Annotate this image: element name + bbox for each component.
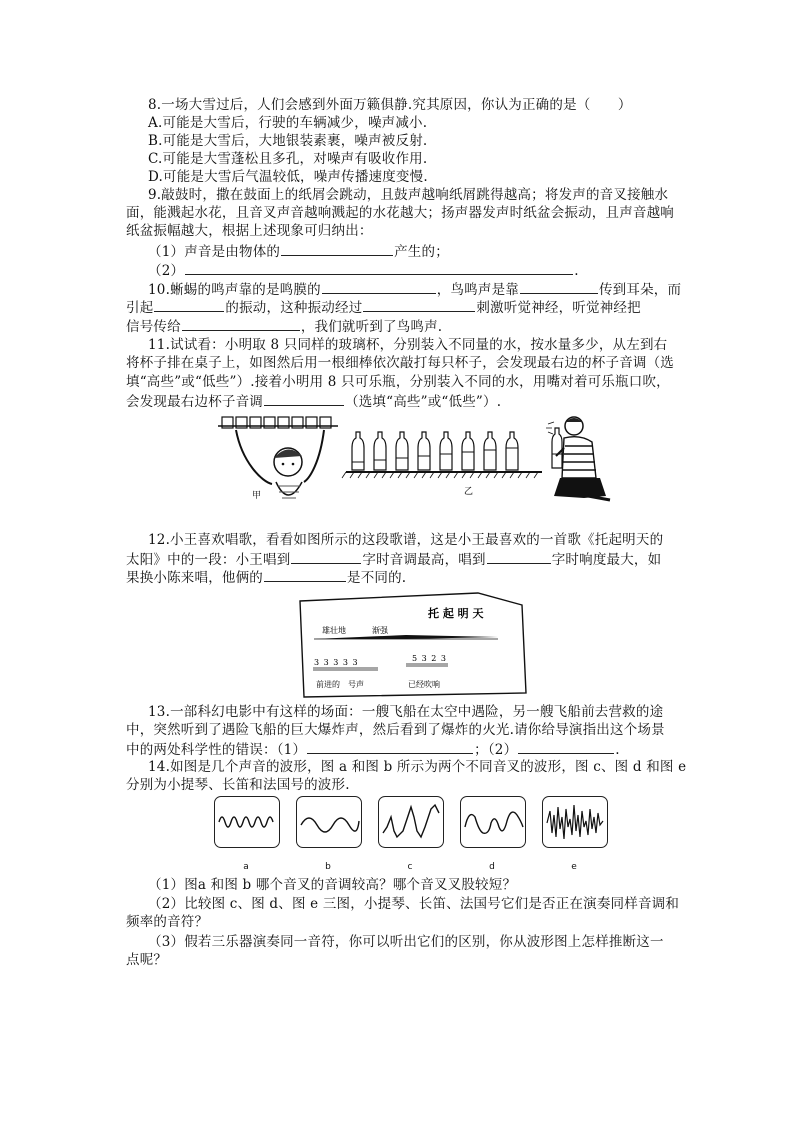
waveform-d [460,796,526,848]
q12-line-1: 12.小王喜欢唱歌，看看如图所示的这段歌谱，这是小王最喜欢的一首歌《托起明天的 [148,532,664,548]
q12-line-2 [126,550,666,569]
q12-text-d: 果换小陈来唱，他俩的 [126,570,263,586]
score-dynamic-left: 雄壮地 [322,626,346,635]
q10-blank-2[interactable] [520,280,598,294]
q12-blank-2[interactable] [487,550,551,564]
waveform-b [296,796,362,848]
waveform-label-e: e [571,862,577,872]
q10-text-a: 10.蜥蜴的鸣声靠的是鸣膜的 [148,282,321,298]
q11-line-1: 11.试试看：小明取 8 只同样的玻璃杯，分别装入不同量的水，按水量多少，从左到右 [148,337,668,353]
waveform-label-c: c [407,862,413,872]
q10-blank-4[interactable] [363,298,475,312]
q13-text-b: ；（2） [474,742,518,758]
q12-text-a: 太阳》中的一段：小王唱到 [126,552,291,568]
q11-text-a: 会发现最右边杯子音调 [126,394,263,410]
q14-line-1: 14.如图是几个声音的波形，图 a 和图 b 所示为两个不同音叉的波形，图 c、图 d 和图 e [148,759,687,775]
q9-part-2-tail: . [574,263,579,279]
q12-blank-1[interactable] [291,550,361,564]
q13-line-3 [126,740,666,759]
fig-label-left: 甲 [252,491,262,501]
score-lyrics-left: 前进的 号声 [316,680,364,689]
q9-part-1-tail: 产生的； [394,244,449,260]
waveform-c [378,796,444,848]
q14-sub-2-line-1: （2）比较图 c、图 d、图 e 三图，小提琴、长笛、法国号它们是否正在演奏同样音调和 [148,896,680,912]
q10-text-g: 信号传给 [126,319,181,335]
q10-line-3 [126,317,666,336]
q10-text-f: 刺激听觉神经，听觉神经把 [476,300,641,316]
q9-part-1-text: （1）声音是由物体的 [148,244,281,260]
q9-line-1: 9.敲鼓时，撒在鼓面上的纸屑会跳动，且鼓声越响纸屑跳得越高；将发声的音叉接触水 [148,187,669,203]
q14-sub-3-line-2: 点呢？ [126,952,168,968]
q13-line-2: 中，突然听到了遇险飞船的巨大爆炸声，然后看到了爆炸的火光.请你给导演指出这个场景 [126,722,665,738]
q9-blank-2[interactable] [185,261,573,275]
q9-blank-1[interactable] [281,242,393,256]
q11-text-b: （选填“高些”或“低些”）. [345,394,502,410]
waveform-e [542,796,608,848]
q10-text-c: 传到耳朵，而 [598,282,682,298]
q12-text-c: 字时响度最大，如 [551,552,662,568]
q14-sub-3-line-1: （3）假若三乐器演奏同一音符，你可以听出它们的区别，你从波形图上怎样推断这一 [148,934,664,950]
q10-blank-1[interactable] [322,280,436,294]
q10-text-b: ，鸟鸣声是靠 [436,282,519,298]
q10-text-d: 引起 [126,300,154,316]
q9-line-2: 面，能溅起水花，且音叉声音越响溅起的水花越大；扬声器发声时纸盆会振动，且声音越响 [126,205,674,221]
q8-option-b: B.可能是大雪后，大地银装素裹，噪声被反射. [148,133,428,149]
q8-option-c: C.可能是大雪蓬松且多孔，对噪声有吸收作用. [148,151,428,167]
q13-text-a: 中的两处科学性的错误：（1） [126,742,307,758]
waveform-label-d: d [489,862,495,872]
q13-text-c: . [615,742,620,758]
q10-line-1 [148,280,688,299]
q13-blank-2[interactable] [518,740,614,754]
q11-line-4 [126,392,666,411]
score-dynamic-right: 渐强 [372,626,388,635]
q12-text-e: 是不同的. [347,570,407,586]
q13-blank-1[interactable] [307,740,473,754]
q9-part-2 [148,261,688,280]
q10-blank-5[interactable] [182,317,300,331]
q11-blank-1[interactable] [264,392,344,406]
score-notes-right: 5 3 2 3 [412,654,447,663]
q14-line-2: 分别为小提琴、长笛和法国号的波形. [126,777,350,793]
q11-line-2: 将杯子排在桌子上，如图然后用一根细棒依次敲打每只杯子，会发现最右边的杯子音调（选 [126,355,674,371]
q8-option-a: A.可能是大雪后，行驶的车辆减少，噪声减小. [148,115,428,131]
sheet-music-illustration [298,591,528,701]
waveform-a [214,796,280,848]
waveform-d-trace [461,797,525,847]
waveform-a-trace [215,797,279,847]
q11-line-3: 填“高些”或“低些”）.接着小明用 8 只可乐瓶，分别装入不同的水，用嘴对着可乐瓶口吹， [126,374,670,390]
q13-line-1: 13.一部科幻电影中有这样的场面：一艘飞船在太空中遇险，另一艘飞船前去营救的途 [148,704,664,720]
waveform-label-b: b [325,862,331,872]
q10-text-h: ，我们就听到了鸟鸣声. [300,319,443,335]
score-lyrics-right: 已经吹响 [408,680,440,689]
q14-sub-1: （1）图a 和图 b 哪个音叉的音调较高？哪个音叉叉股较短？ [148,877,517,893]
q8-stem: 8.一场大雪过后，人们会感到外面万籁俱静.究其原因，你认为正确的是（ ） [148,97,632,113]
q10-line-2 [126,298,666,317]
q12-score-figure [298,591,528,705]
q10-blank-3[interactable] [154,298,224,312]
waveform-b-trace [297,797,361,847]
waveform-e-trace [543,797,607,847]
q14-sub-2-line-2: 频率的音符？ [126,914,209,930]
waveform-label-a: a [243,862,249,872]
q12-text-b: 字时音调最高，唱到 [362,552,486,568]
q10-text-e: 的振动，这种振动经过 [225,300,363,316]
q8-option-d: D.可能是大雪后气温较低，噪声传播速度变慢. [148,169,428,185]
q9-part-1 [148,242,688,261]
q11-figure [212,412,612,516]
glasses-and-bottles-illustration [212,412,612,512]
q9-part-2-text: （2） [148,263,185,279]
fig-label-right: 乙 [464,487,474,497]
q12-line-3 [126,568,666,587]
waveform-c-trace [379,797,443,847]
q12-blank-3[interactable] [264,568,346,582]
score-title: 托 起 明 天 [428,607,484,620]
score-notes-left: 3 3 3 3 3 [314,658,359,667]
q9-line-3: 纸盆振幅越大，根据上述现象可归纳出： [126,223,373,239]
